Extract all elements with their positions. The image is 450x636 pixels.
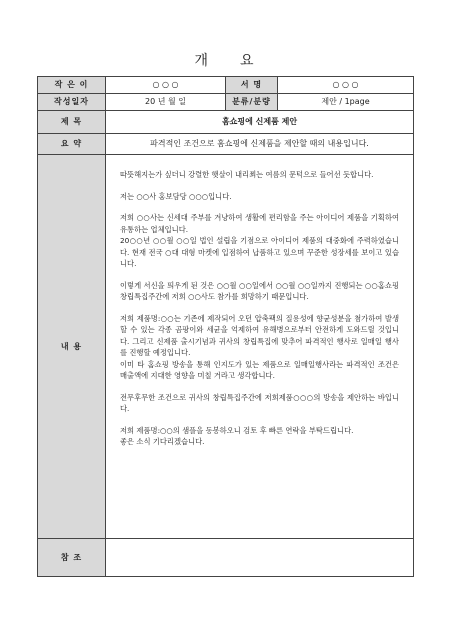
content-paragraph: 이렇게 서신을 띄우게 된 것은 ○○월 ○○일에서 ○○월 ○○일까지 진행되는 ○○홈쇼핑창립특집주간에 저희 ○○사도 참가를 희망하기 때문입니다. [120,280,399,301]
content-row [38,155,414,539]
document-title-char-2: 요 [240,53,256,69]
author-value: ○ ○ ○ [106,77,226,94]
reference-row [38,539,414,577]
content-paragraph: 저는 ○○사 홍보담당 ○○○입니다. [120,191,232,201]
content-paragraph: 저희 제품명:○○는 기존에 제작되어 오던 압축팩의 질용성에 향균성분을 첨가하여 발생할 수 있는 각종 곰팡이와 세균을 억제하여 유해병으로부터 안전하게 도와드릴 것입니다. 그리고 신제품 출시기념과 귀사의 창립특집에 맞추어 파격적인 행사로 일매일 행사를 진행할 예정입니다. [120,313,399,357]
reference-label: 참 조 [38,539,106,577]
subject-row [38,111,414,134]
content-paragraph: 이미 타 홈쇼핑 방송을 통해 인지도가 있는 제품으로 일매일행사라는 파격적인 조건은 매출액에 지대한 영향을 미칠 거라고 생각합니다. [120,359,399,380]
document-title-char-1: 개 [194,53,210,69]
date-value: 20 년 월 일 [106,94,226,111]
summary-value: 파격적인 조건으로 홈쇼핑에 신제품을 제안할 때의 내용입니다. [106,134,414,155]
summary-label: 요 약 [38,134,106,155]
reference-value [106,539,414,577]
subject-label: 제 목 [38,111,106,134]
content-label: 내 용 [38,155,106,539]
subject-value: 홈쇼핑에 신제품 제안 [106,111,414,134]
category-value: 제안 / 1page [278,94,414,111]
content-paragraph: 20○○년 ○○월 ○○일 법인 설립을 기점으로 아이디어 제품의 대중화에 주력하였습니다. 현재 전국 ○대 대형 마켓에 입점하여 납품하고 있으며 꾸준한 성장세를 보이고 있습니다. [120,236,399,268]
author-label: 작 은 이 [38,77,106,94]
proposal-form-table [37,76,414,577]
content-paragraph: 따뜻해지는가 싶더니 강렬한 햇살이 내리쬐는 여름의 문턱으로 들어선 듯합니다. [120,170,374,179]
date-label: 작성일자 [38,94,106,111]
document-title [0,50,450,70]
content-body [106,155,414,539]
content-paragraph: 좋은 소식 기다리겠습니다. [120,437,205,446]
content-paragraph: 저희 제품명:○○의 샘플을 동봉하오니 검토 후 빠른 연락을 부탁드립니다. [120,425,354,435]
sign-value: ○ ○ ○ [278,77,414,94]
author-row [38,77,414,94]
summary-row [38,134,414,155]
sign-label: 서 명 [226,77,278,94]
category-label: 분류/분량 [226,94,278,111]
date-row [38,94,414,111]
content-paragraph: 전무후무한 조건으로 귀사의 창립특집주간에 저희제품○○○의 방송을 제안하는 바입니다. [120,392,399,413]
content-paragraph: 저희 ○○사는 신세대 주부를 겨냥하여 생활에 편리함을 주는 아이디어 제품을 기획하여 유통하는 업체입니다. [120,213,399,234]
